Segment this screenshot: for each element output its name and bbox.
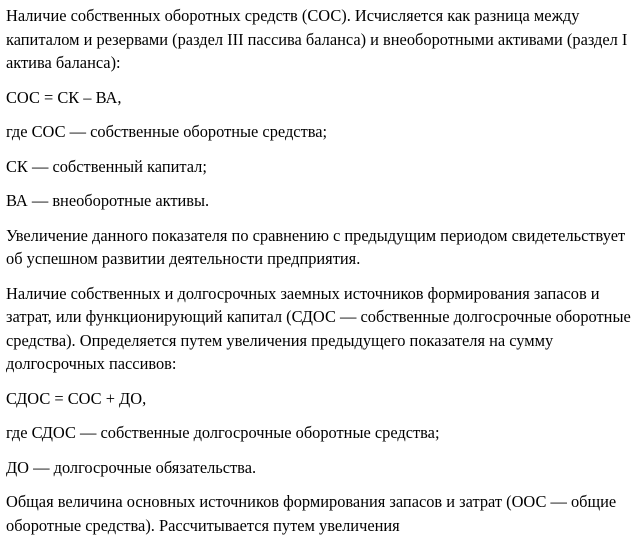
paragraph-sdos-definition: Наличие собственных и долгосрочных заемных источников формирования запасов и затрат, или функционирующий капитал (СДОС — собственные долгосрочные оборотные средства). Определяется путем увеличения предыдущего показателя на сумму долгосрочных пассивов: bbox=[6, 283, 631, 373]
legend-sdos: где СДОС — собственные долгосрочные оборотные средства; bbox=[6, 423, 440, 442]
paragraph-sos-definition: Наличие собственных оборотных средств (СОС). Исчисляется как разница между капиталом и резервами (раздел III пассива баланса) и внеоборотными активами (раздел I актива баланса): bbox=[6, 6, 628, 72]
legend-sk: СК — собственный капитал; bbox=[6, 156, 207, 176]
document-body bbox=[6, 4, 634, 548]
formula-sdos: СДОС = СОС + ДО, bbox=[6, 388, 147, 408]
paragraph-oos-definition: Общая величина основных источников формирования запасов и затрат (ООС — общие оборотные средства). Рассчитывается путем увеличения bbox=[6, 492, 617, 535]
legend-va: ВА — внеоборотные активы. bbox=[6, 191, 210, 210]
formula-sos: СОС = СК – ВА, bbox=[6, 87, 122, 107]
legend-sos: где СОС — собственные оборотные средства; bbox=[6, 122, 328, 141]
legend-do: ДО — долгосрочные обязательства. bbox=[6, 457, 257, 477]
paragraph-sos-interpretation: Увеличение данного показателя по сравнению с предыдущим периодом свидетельствует об успешном развитии деятельности предприятия. bbox=[6, 225, 626, 268]
